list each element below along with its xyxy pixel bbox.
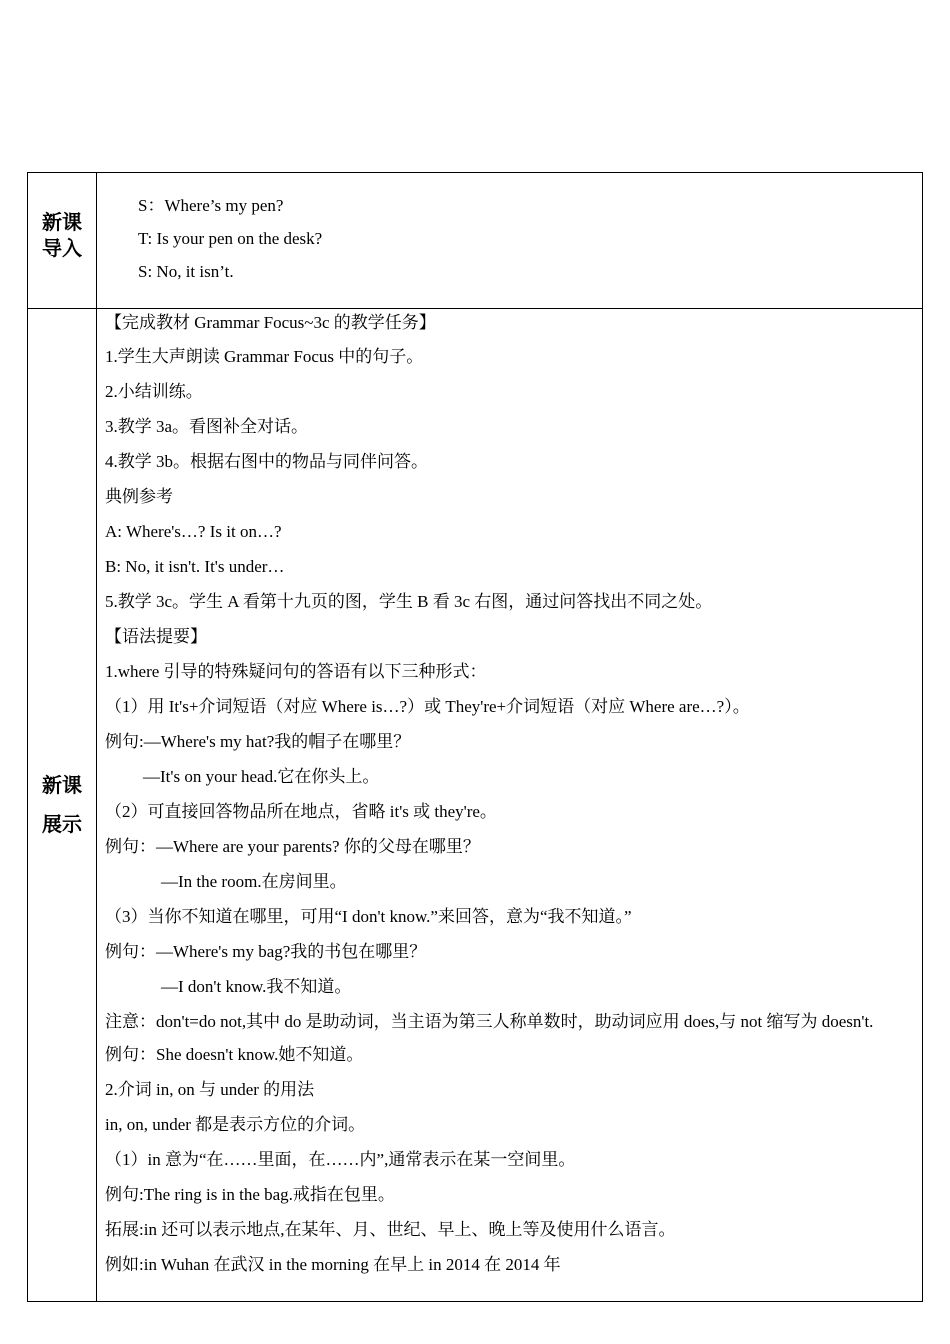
content-line: 2.小结训练。	[105, 382, 203, 401]
content-line: —In the room.在房间里。	[161, 872, 347, 891]
content-line: 例句：She doesn't know.她不知道。	[105, 1045, 364, 1064]
section-heading: 【完成教材 Grammar Focus~3c 的教学任务】	[105, 313, 436, 332]
content-line: （3）当你不知道在哪里，可用“I don't know.”来回答，意为“我不知道。”	[105, 907, 632, 926]
content-line: 例句：—Where's my bag?我的书包在哪里？	[105, 942, 427, 961]
content-line: 4.教学 3b。根据右图中的物品与同伴问答。	[105, 452, 428, 471]
content-line: B: No, it isn't. It's under…	[105, 557, 285, 576]
row-label-presentation	[28, 766, 96, 844]
content-line: （1）in 意为“在……里面，在……内”,通常表示在某一空间里。	[105, 1150, 576, 1169]
content-line: in, on, under 都是表示方位的介词。	[105, 1115, 366, 1134]
label-line: 导入	[42, 236, 82, 260]
dialogue-line: T: Is your pen on the desk?	[138, 229, 323, 248]
dialogue-line: S: No, it isn’t.	[138, 262, 234, 281]
content-line: 拓展:in 还可以表示地点,在某年、月、世纪、早上、晚上等及使用什么语言。	[105, 1220, 676, 1239]
content-line: 1.where 引导的特殊疑问句的答语有以下三种形式：	[105, 662, 487, 681]
row-label-intro	[28, 209, 96, 261]
content-line: （1）用 It's+介词短语（对应 Where is…?）或 They're+介词短语（对应 Where are…?）。	[105, 697, 750, 716]
content-line: 典例参考	[105, 487, 173, 506]
section-heading: 【语法提要】	[105, 627, 207, 646]
content-line: 例句:—Where's my hat?我的帽子在哪里？	[105, 732, 411, 751]
content-line: —I don't know.我不知道。	[161, 977, 352, 996]
note-paragraph: 注意：don't=do not,其中 do 是助动词，当主语为第三人称单数时，助动词应用 does,与 not 缩写为 doesn't.	[105, 1012, 874, 1031]
label-line: 展示	[42, 812, 82, 836]
content-line: 例句：—Where are your parents? 你的父母在哪里？	[105, 837, 480, 856]
content-line: （2）可直接回答物品所在地点，省略 it's 或 they're。	[105, 802, 497, 821]
content-line: 5.教学 3c。学生 A 看第十九页的图，学生 B 看 3c 右图，通过问答找出不同之处。	[105, 592, 713, 611]
column-divider	[96, 173, 97, 1301]
content-line: 例句:The ring is in the bag.戒指在包里。	[105, 1185, 395, 1204]
content-line: 2.介词 in, on 与 under 的用法	[105, 1080, 315, 1099]
content-line: —It's on your head.它在你头上。	[143, 767, 380, 786]
label-line: 新课	[42, 773, 82, 797]
content-line: 3.教学 3a。看图补全对话。	[105, 417, 309, 436]
presentation-content	[105, 309, 917, 1289]
intro-content	[138, 191, 322, 290]
content-line: A: Where's…? Is it on…?	[105, 522, 282, 541]
label-line: 新课	[42, 210, 82, 234]
content-line: 1.学生大声朗读 Grammar Focus 中的句子。	[105, 347, 424, 366]
dialogue-line: S：Where’s my pen?	[138, 196, 284, 215]
content-line: 例如:in Wuhan 在武汉 in the morning 在早上 in 2014 在 2014 年	[105, 1255, 561, 1274]
lesson-table	[27, 172, 923, 1302]
